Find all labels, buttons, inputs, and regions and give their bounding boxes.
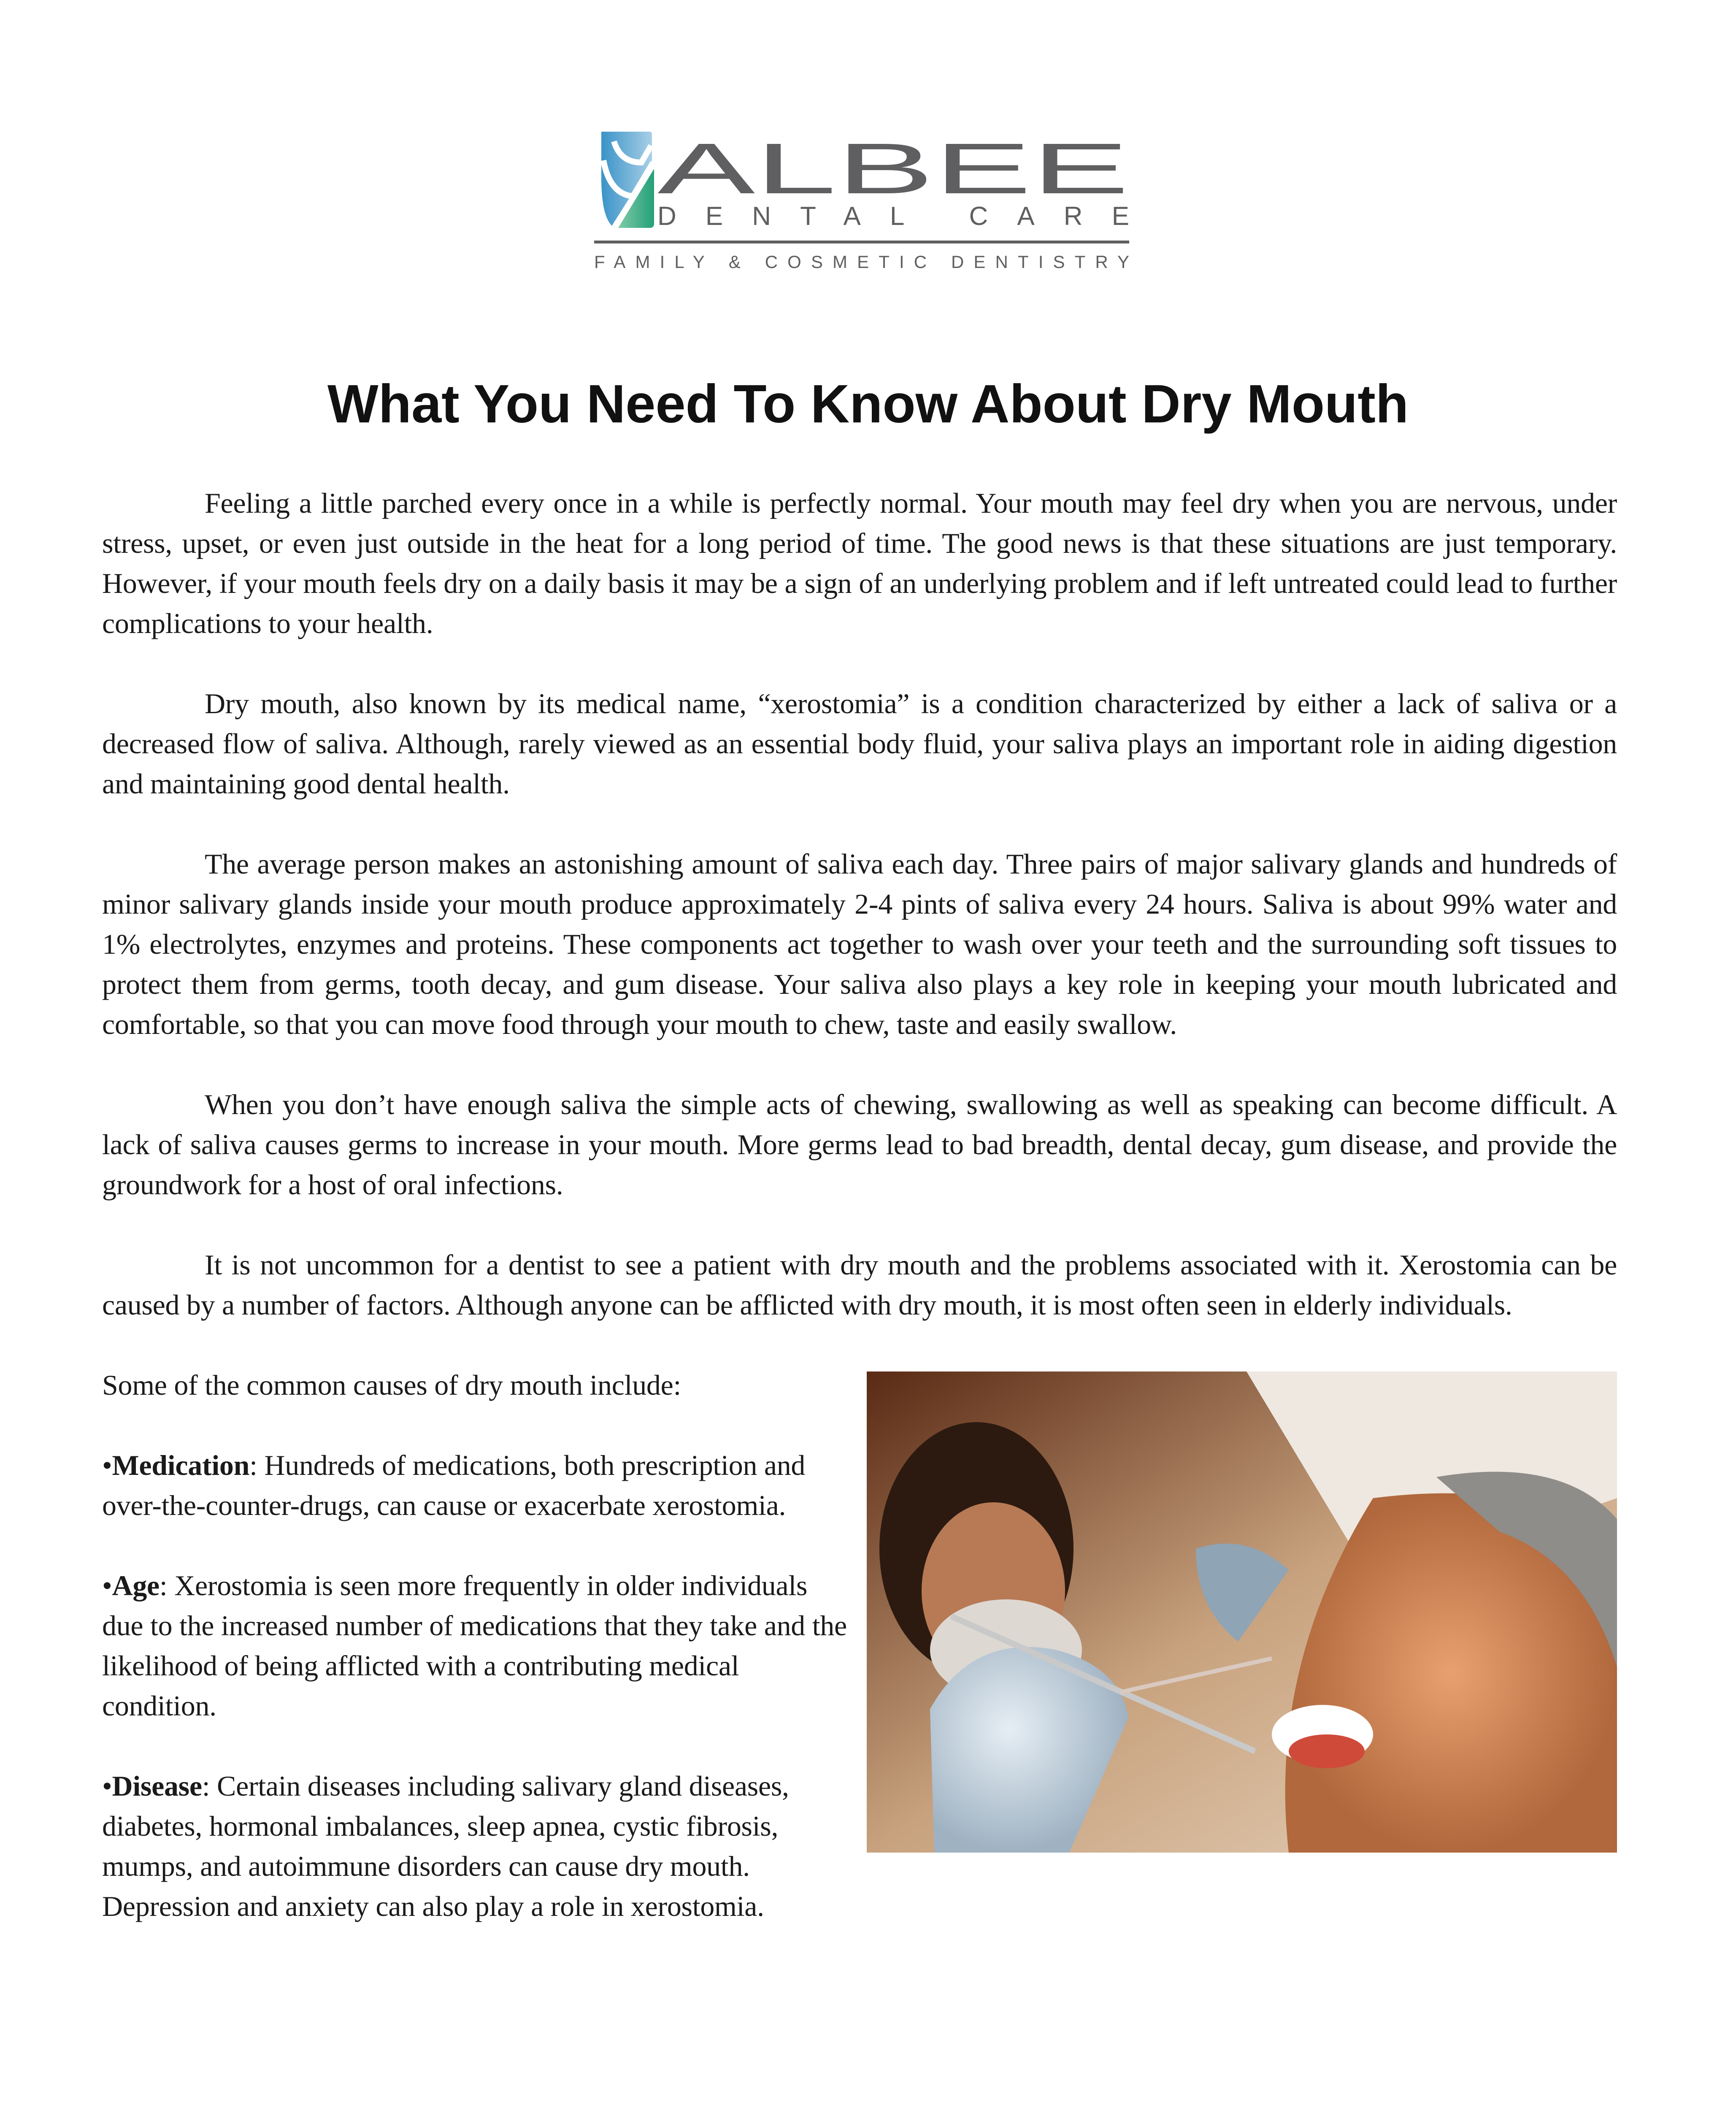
cause-text: : Hundreds of medications, both prescription and over-the-counter-drugs, can cause or exacerbate xerostomia. bbox=[102, 1449, 806, 1521]
bullet: • bbox=[102, 1449, 112, 1481]
cause-term: Age bbox=[112, 1569, 160, 1601]
bullet: • bbox=[102, 1569, 112, 1601]
cause-term: Disease bbox=[112, 1770, 202, 1802]
causes-intro: Some of the common causes of dry mouth include: bbox=[102, 1369, 681, 1401]
cause-age bbox=[102, 1566, 853, 1726]
albee-dental-care-logo bbox=[587, 122, 1135, 279]
paragraph-lack-of-saliva: When you don’t have enough saliva the simple acts of chewing, swallowing as well as speaking can become difficult. A lack of saliva causes germs to increase in your mouth. More germs lead to bad breadth, dental decay, gum disease, and provide the groundwork for a host of oral infections. bbox=[102, 1088, 1617, 1201]
logo-icon bbox=[601, 132, 654, 228]
page-title: What You Need To Know About Dry Mouth bbox=[327, 374, 1409, 434]
dentist-patient-photo bbox=[867, 1372, 1617, 1853]
logo-subtitle: DENTAL CARE bbox=[657, 202, 1129, 231]
paragraph-causes: It is not uncommon for a dentist to see a patient with dry mouth and the problems associated with it. Xerostomia can be caused by a number of factors. Although anyone can be afflicted with dry mouth, it is most often seen in elderly individuals. bbox=[102, 1249, 1617, 1321]
logo-name: ALBEE bbox=[657, 129, 1129, 209]
causes-list bbox=[102, 1365, 853, 1926]
cause-text: : Xerostomia is seen more frequently in older individuals due to the increased number of medications that they take and the likelihood of being afflicted with a contributing medical condition. bbox=[102, 1569, 847, 1722]
logo-tagline: FAMILY & COSMETIC DENTISTRY bbox=[594, 252, 1129, 272]
cause-medication bbox=[102, 1445, 853, 1526]
bullet: • bbox=[102, 1770, 112, 1802]
paragraph-xerostomia: Dry mouth, also known by its medical name, “xerostomia” is a condition characterized by either a lack of saliva or a decreased flow of saliva. Although, rarely viewed as an essential body fluid, your saliva plays an important role in aiding digestion and maintaining good dental health. bbox=[102, 687, 1617, 800]
paragraph-saliva: The average person makes an astonishing amount of saliva each day. Three pairs of major salivary glands and hundreds of minor salivary glands inside your mouth produce approximately 2-4 pints of saliva every 24 hours. Saliva is about 99% water and 1% electrolytes, enzymes and proteins. These components act together to wash over your teeth and the surrounding soft tissues to protect them from germs, tooth decay, and gum disease. Your saliva also plays a key role in keeping your mouth lubricated and comfortable, so that you can move food through your mouth to chew, taste and easily swallow. bbox=[102, 848, 1617, 1040]
cause-text: : Certain diseases including salivary gland diseases, diabetes, hormonal imbalances, sleep apnea, cystic fibrosis, mumps, and autoimmune disorders can cause dry mouth. Depression and anxiety can also play a role in xerostomia. bbox=[102, 1770, 789, 1922]
cause-disease bbox=[102, 1766, 853, 1926]
cause-term: Medication bbox=[112, 1449, 250, 1481]
logo-divider bbox=[594, 241, 1129, 243]
paragraph-intro: Feeling a little parched every once in a while is perfectly normal. Your mouth may feel dry when you are nervous, under stress, upset, or even just outside in the heat for a long period of time. The good news is that these situations are just temporary. However, if your mouth feels dry on a daily basis it may be a sign of an underlying problem and if left untreated could lead to further complications to your health. bbox=[102, 487, 1617, 639]
causes-section bbox=[102, 1365, 1617, 1926]
